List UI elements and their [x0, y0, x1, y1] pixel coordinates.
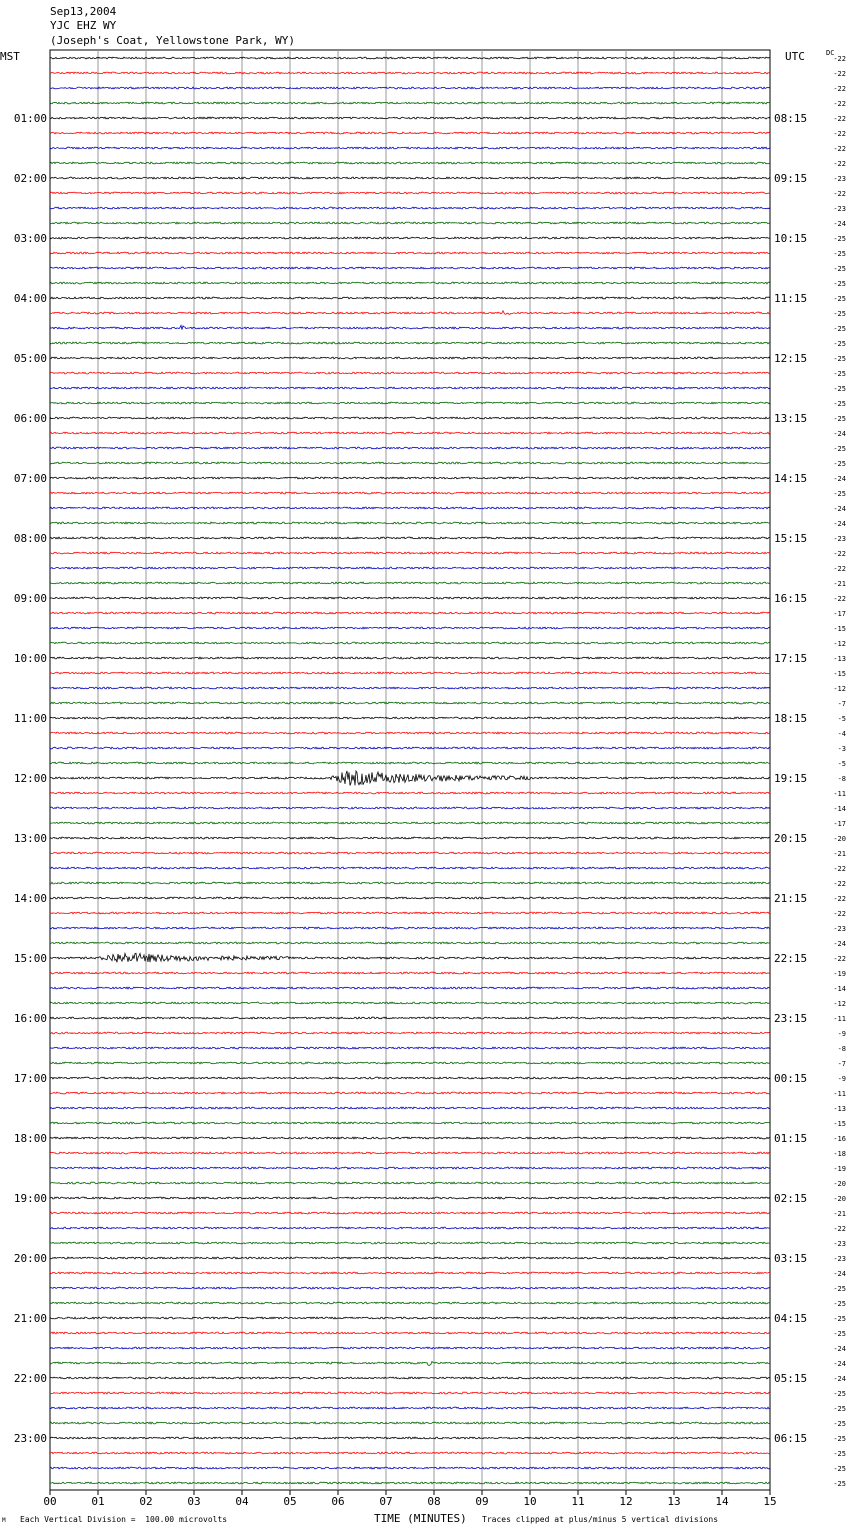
seismic-trace [50, 1152, 770, 1154]
seismic-trace [50, 162, 770, 164]
seismic-trace [50, 1137, 770, 1139]
dc-offset-value: -17 [833, 610, 846, 618]
dc-offset-value: -24 [833, 430, 846, 438]
dc-offset-value: -8 [837, 775, 846, 783]
dc-offset-value: -7 [837, 700, 846, 708]
left-hour-label: 15:00 [13, 952, 47, 965]
dc-offset-value: -25 [833, 1465, 846, 1473]
dc-offset-value: -23 [833, 1255, 846, 1263]
seismic-trace [50, 927, 770, 929]
dc-offset-value: -24 [833, 505, 846, 513]
seismic-trace [50, 387, 770, 389]
seismic-trace [50, 1422, 770, 1424]
dc-offset-value: -24 [833, 1345, 846, 1353]
right-hour-label: 13:15 [774, 412, 808, 425]
dc-offset-value: -25 [833, 295, 846, 303]
seismic-trace [50, 953, 770, 962]
x-tick-label: 09 [475, 1495, 489, 1508]
right-hour-label: 23:15 [774, 1012, 808, 1025]
dc-offset-value: -25 [833, 340, 846, 348]
dc-offset-value: -21 [833, 850, 846, 858]
dc-offset-value: -19 [833, 970, 846, 978]
seismic-trace [50, 1302, 770, 1304]
seismic-trace [50, 522, 770, 524]
seismic-trace [50, 972, 770, 974]
dc-offset-value: -25 [833, 460, 846, 468]
left-hour-label: 10:00 [13, 652, 47, 665]
left-hour-label: 04:00 [13, 292, 47, 305]
left-hour-label: 22:00 [13, 1372, 47, 1385]
dc-offset-value: -22 [833, 160, 846, 168]
dc-offset-value: -25 [833, 280, 846, 288]
dc-offset-value: -25 [833, 1390, 846, 1398]
seismic-trace [50, 1317, 770, 1319]
seismic-trace [50, 567, 770, 569]
dc-offset-value: -22 [833, 85, 846, 93]
seismic-trace [50, 237, 770, 239]
dc-offset-value: -24 [833, 475, 846, 483]
dc-offset-value: -15 [833, 625, 846, 633]
seismic-trace [50, 1287, 770, 1289]
dc-offset-value: -25 [833, 1405, 846, 1413]
x-tick-label: 05 [283, 1495, 297, 1508]
dc-offset-value: -22 [833, 865, 846, 873]
dc-offset-value: -25 [833, 370, 846, 378]
left-hour-label: 08:00 [13, 532, 47, 545]
dc-offset-value: -25 [833, 1330, 846, 1338]
dc-offset-value: -25 [833, 355, 846, 363]
seismic-trace [50, 627, 770, 629]
dc-offset-value: -25 [833, 400, 846, 408]
dc-offset-value: -4 [837, 730, 846, 738]
dc-offset-value: -15 [833, 670, 846, 678]
dc-offset-value: -9 [837, 1030, 846, 1038]
scale-note: Each Vertical Division = 100.00 microvolts [20, 1515, 228, 1524]
seismic-trace [50, 432, 770, 434]
seismic-trace [50, 1377, 770, 1379]
x-tick-label: 02 [139, 1495, 153, 1508]
dc-offset-value: -15 [833, 1120, 846, 1128]
seismic-trace [50, 282, 770, 284]
dc-offset-value: -24 [833, 1270, 846, 1278]
dc-offset-value: -22 [833, 565, 846, 573]
dc-offset-value: -25 [833, 415, 846, 423]
dc-offset-value: -25 [833, 1420, 846, 1428]
seismic-trace [50, 657, 770, 659]
seismic-trace [50, 311, 770, 315]
right-hour-label: 21:15 [774, 892, 808, 905]
x-axis-title: TIME (MINUTES) [374, 1512, 467, 1525]
right-hour-label: 17:15 [774, 652, 808, 665]
seismic-trace [50, 1092, 770, 1094]
seismic-trace [50, 1032, 770, 1034]
dc-offset-value: -25 [833, 385, 846, 393]
dc-offset-value: -20 [833, 1195, 846, 1203]
dc-offset-value: -24 [833, 940, 846, 948]
seismic-trace [50, 1467, 770, 1469]
right-hour-label: 22:15 [774, 952, 808, 965]
dc-offset-value: -12 [833, 685, 846, 693]
right-timezone-label: UTC [785, 50, 805, 63]
seismic-trace [50, 1002, 770, 1004]
dc-offset-value: -7 [837, 1060, 846, 1068]
seismic-trace [50, 1437, 770, 1439]
seismic-trace [50, 507, 770, 509]
dc-offset-value: -24 [833, 1360, 846, 1368]
left-timezone-label: MST [0, 50, 20, 63]
seismic-trace [50, 252, 770, 254]
seismic-trace [50, 222, 770, 224]
seismic-trace [50, 1332, 770, 1334]
right-hour-label: 10:15 [774, 232, 808, 245]
right-hour-label: 18:15 [774, 712, 808, 725]
right-hour-label: 08:15 [774, 112, 808, 125]
right-hour-label: 20:15 [774, 832, 808, 845]
left-hour-label: 01:00 [13, 112, 47, 125]
dc-offset-value: -25 [833, 325, 846, 333]
dc-offset-value: -23 [833, 1240, 846, 1248]
seismic-trace [50, 1197, 770, 1199]
left-hour-label: 13:00 [13, 832, 47, 845]
left-hour-label: 09:00 [13, 592, 47, 605]
right-hour-label: 06:15 [774, 1432, 808, 1445]
dc-offset-value: -22 [833, 955, 846, 963]
left-hour-label: 06:00 [13, 412, 47, 425]
left-hour-label: 05:00 [13, 352, 47, 365]
seismic-trace [50, 57, 770, 59]
seismic-trace [50, 477, 770, 479]
left-hour-label: 18:00 [13, 1132, 47, 1145]
seismic-trace [50, 447, 770, 449]
dc-offset-value: -25 [833, 445, 846, 453]
seismic-trace [50, 357, 770, 359]
dc-offset-value: -23 [833, 925, 846, 933]
dc-offset-value: -25 [833, 1480, 846, 1488]
x-tick-label: 00 [43, 1495, 57, 1508]
x-tick-label: 12 [619, 1495, 633, 1508]
dc-offset-value: -14 [833, 985, 846, 993]
seismic-trace [50, 1122, 770, 1124]
dc-offset-value: -24 [833, 220, 846, 228]
seismic-trace [50, 552, 770, 554]
x-tick-label: 01 [91, 1495, 105, 1508]
seismic-trace [50, 672, 770, 674]
seismic-trace [50, 942, 770, 944]
left-hour-label: 21:00 [13, 1312, 47, 1325]
seismic-trace [50, 462, 770, 464]
dc-offset-value: -5 [837, 715, 846, 723]
left-hour-label: 11:00 [13, 712, 47, 725]
seismic-trace [50, 1062, 770, 1064]
dc-offset-value: -22 [833, 895, 846, 903]
dc-offset-value: -12 [833, 640, 846, 648]
dc-offset-value: -11 [833, 1015, 846, 1023]
right-hour-label: 16:15 [774, 592, 808, 605]
x-tick-label: 13 [667, 1495, 681, 1508]
right-hour-label: 09:15 [774, 172, 808, 185]
dc-offset-value: -25 [833, 1450, 846, 1458]
dc-offset-value: -13 [833, 655, 846, 663]
dc-offset-value: -22 [833, 115, 846, 123]
left-hour-label: 20:00 [13, 1252, 47, 1265]
dc-offset-value: -9 [837, 1075, 846, 1083]
dc-offset-value: -23 [833, 175, 846, 183]
dc-offset-value: -22 [833, 55, 846, 63]
x-tick-label: 11 [571, 1495, 585, 1508]
seismic-trace [50, 102, 770, 104]
seismic-trace [50, 771, 770, 786]
dc-offset-value: -21 [833, 1210, 846, 1218]
dc-offset-value: -17 [833, 820, 846, 828]
seismic-trace [50, 747, 770, 749]
dc-offset-value: -22 [833, 550, 846, 558]
dc-offset-value: -21 [833, 580, 846, 588]
trace-group [50, 57, 770, 1484]
seismic-trace [50, 837, 770, 839]
seismic-trace [50, 702, 770, 704]
dc-offset-value: -25 [833, 1300, 846, 1308]
dc-offset-header: DC [826, 49, 835, 57]
dc-offset-value: -23 [833, 535, 846, 543]
right-hour-label: 19:15 [774, 772, 808, 785]
dc-offset-value: -14 [833, 805, 846, 813]
clip-note: Traces clipped at plus/minus 5 vertical divisions [482, 1515, 719, 1524]
seismic-trace [50, 1227, 770, 1229]
seismic-trace [50, 1167, 770, 1169]
dc-offset-value: -24 [833, 520, 846, 528]
corner-mark: M [2, 1517, 6, 1524]
dc-offset-value: -22 [833, 145, 846, 153]
dc-offset-value: -22 [833, 70, 846, 78]
seismic-trace [50, 132, 770, 134]
right-hour-label: 04:15 [774, 1312, 808, 1325]
seismic-trace [50, 402, 770, 404]
seismic-trace [50, 297, 770, 299]
seismic-trace [50, 612, 770, 614]
seismic-trace [50, 762, 770, 764]
seismic-trace [50, 807, 770, 809]
seismic-trace [50, 1452, 770, 1454]
dc-offset-value: -25 [833, 235, 846, 243]
seismic-trace [50, 912, 770, 914]
dc-offset-value: -3 [837, 745, 846, 753]
right-hour-label: 11:15 [774, 292, 808, 305]
seismic-trace [50, 792, 770, 794]
x-tick-label: 07 [379, 1495, 393, 1508]
dc-offset-value: -25 [833, 310, 846, 318]
seismic-trace [50, 1242, 770, 1244]
right-hour-label: 02:15 [774, 1192, 808, 1205]
seismic-trace [50, 1077, 770, 1079]
seismic-trace [50, 117, 770, 119]
seismic-trace [50, 582, 770, 584]
dc-offset-value: -13 [833, 1105, 846, 1113]
dc-offset-value: -25 [833, 265, 846, 273]
x-tick-label: 03 [187, 1495, 201, 1508]
seismic-trace [50, 1362, 770, 1366]
seismic-trace [50, 1017, 770, 1019]
seismic-trace [50, 537, 770, 539]
left-hour-label: 07:00 [13, 472, 47, 485]
left-hour-label: 19:00 [13, 1192, 47, 1205]
seismic-trace [50, 1212, 770, 1214]
x-tick-label: 08 [427, 1495, 441, 1508]
seismic-trace [50, 597, 770, 599]
seismic-trace [50, 1407, 770, 1409]
seismic-trace [50, 732, 770, 734]
station-code: YJC EHZ WY [50, 19, 117, 32]
dc-offset-value: -8 [837, 1045, 846, 1053]
seismic-trace [50, 852, 770, 854]
right-hour-label: 15:15 [774, 532, 808, 545]
left-hour-label: 17:00 [13, 1072, 47, 1085]
seismic-trace [50, 1347, 770, 1349]
x-tick-label: 10 [523, 1495, 537, 1508]
left-hour-label: 12:00 [13, 772, 47, 785]
x-tick-label: 04 [235, 1495, 249, 1508]
dc-offset-value: -22 [833, 910, 846, 918]
label-group [14, 55, 846, 1508]
dc-offset-value: -22 [833, 190, 846, 198]
dc-offset-value: -22 [833, 130, 846, 138]
dc-offset-value: -12 [833, 1000, 846, 1008]
dc-offset-value: -19 [833, 1165, 846, 1173]
left-hour-label: 23:00 [13, 1432, 47, 1445]
seismic-trace [50, 687, 770, 689]
seismic-trace [50, 267, 770, 269]
dc-offset-value: -20 [833, 835, 846, 843]
dc-offset-value: -22 [833, 1225, 846, 1233]
station-location: (Joseph's Coat, Yellowstone Park, WY) [50, 34, 296, 47]
right-hour-label: 14:15 [774, 472, 808, 485]
seismic-trace [50, 642, 770, 644]
minute-grid [50, 50, 770, 1495]
dc-offset-value: -22 [833, 595, 846, 603]
seismic-trace [50, 342, 770, 344]
dc-offset-value: -5 [837, 760, 846, 768]
seismic-trace [50, 192, 770, 194]
right-hour-label: 12:15 [774, 352, 808, 365]
seismic-trace [50, 822, 770, 824]
seismic-trace [50, 177, 770, 179]
left-hour-label: 14:00 [13, 892, 47, 905]
x-tick-label: 06 [331, 1495, 345, 1508]
x-tick-label: 14 [715, 1495, 729, 1508]
dc-offset-value: -18 [833, 1150, 846, 1158]
right-hour-label: 05:15 [774, 1372, 808, 1385]
seismic-trace [50, 417, 770, 419]
dc-offset-value: -11 [833, 790, 846, 798]
dc-offset-value: -20 [833, 1180, 846, 1188]
seismic-trace [50, 867, 770, 869]
dc-offset-value: -25 [833, 490, 846, 498]
seismic-trace [50, 1047, 770, 1049]
left-hour-label: 16:00 [13, 1012, 47, 1025]
right-hour-label: 03:15 [774, 1252, 808, 1265]
seismic-trace [50, 717, 770, 719]
left-hour-label: 03:00 [13, 232, 47, 245]
seismic-trace [50, 897, 770, 899]
dc-offset-value: -22 [833, 880, 846, 888]
right-hour-label: 00:15 [774, 1072, 808, 1085]
seismic-trace [50, 1107, 770, 1109]
seismic-trace [50, 492, 770, 494]
seismic-trace [50, 1182, 770, 1184]
dc-offset-value: -25 [833, 250, 846, 258]
dc-offset-value: -11 [833, 1090, 846, 1098]
seismic-trace [50, 1272, 770, 1274]
seismic-trace [50, 1482, 770, 1484]
record-date: Sep13,2004 [50, 5, 117, 18]
seismic-trace [50, 325, 770, 329]
x-tick-label: 15 [763, 1495, 777, 1508]
seismic-trace [50, 987, 770, 989]
seismic-trace [50, 147, 770, 149]
dc-offset-value: -25 [833, 1435, 846, 1443]
seismic-trace [50, 372, 770, 374]
dc-offset-value: -25 [833, 1315, 846, 1323]
seismic-trace [50, 882, 770, 884]
dc-offset-value: -24 [833, 1375, 846, 1383]
dc-offset-value: -16 [833, 1135, 846, 1143]
seismic-trace [50, 1257, 770, 1259]
seismic-trace [50, 207, 770, 209]
right-hour-label: 01:15 [774, 1132, 808, 1145]
seismic-trace [50, 72, 770, 74]
dc-offset-value: -23 [833, 205, 846, 213]
left-hour-label: 02:00 [13, 172, 47, 185]
seismic-trace [50, 87, 770, 89]
dc-offset-value: -25 [833, 1285, 846, 1293]
seismic-trace [50, 1392, 770, 1394]
dc-offset-value: -22 [833, 100, 846, 108]
